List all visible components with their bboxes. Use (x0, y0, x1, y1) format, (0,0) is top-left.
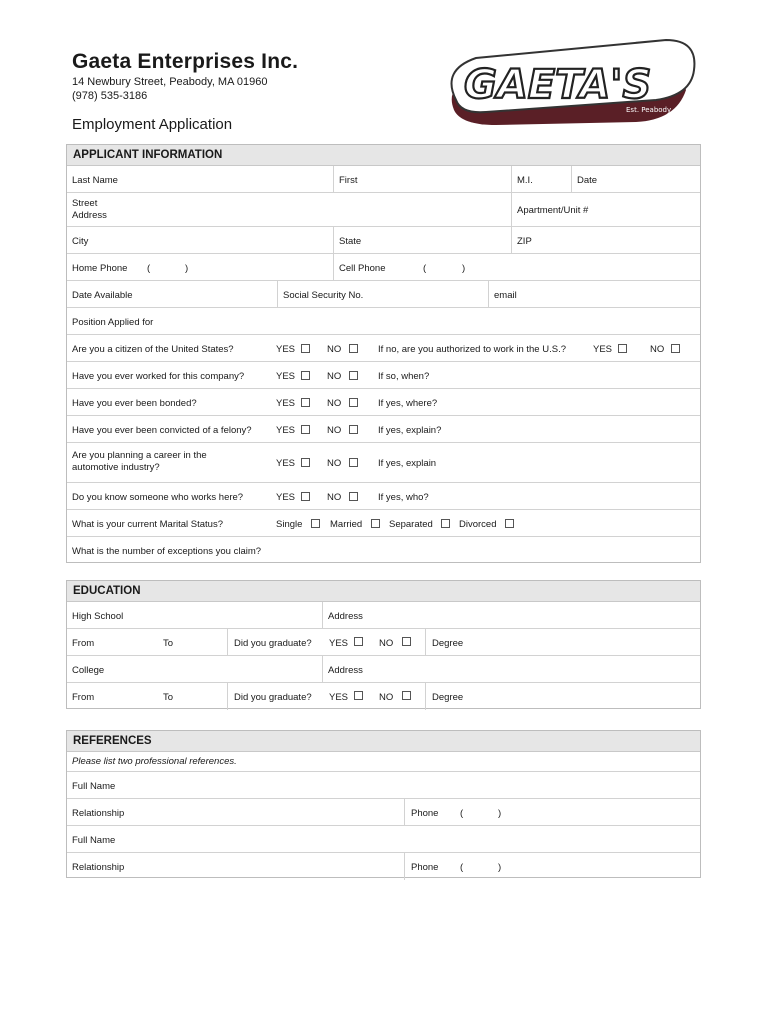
citizen-row (67, 335, 700, 362)
single-checkbox[interactable] (311, 519, 320, 528)
reference-1-relationship-field[interactable]: Relationship (72, 808, 125, 819)
worked-yes-label: YES (276, 371, 296, 382)
married-checkbox[interactable] (371, 519, 380, 528)
college-degree-field[interactable] (425, 683, 700, 710)
reference-1-phone-label: Phone (411, 808, 439, 819)
first-name-field[interactable] (333, 166, 511, 192)
cell-phone-paren-open: ( (423, 263, 427, 274)
high-school-to-field[interactable]: To (163, 638, 174, 649)
knows-yes-checkbox[interactable] (301, 492, 310, 501)
divorced-label: Divorced (459, 519, 497, 530)
education-section (66, 580, 701, 709)
city-field[interactable]: City (72, 236, 89, 247)
career-follow-up[interactable]: If yes, explain (378, 458, 437, 469)
citizen-yes-checkbox[interactable] (301, 344, 310, 353)
reference-1-paren-open: ( (460, 808, 464, 819)
career-question (72, 450, 207, 474)
home-phone-paren-open: ( (147, 263, 151, 274)
apartment-label: Apartment/Unit # (517, 205, 589, 216)
college-address-field[interactable] (322, 656, 700, 682)
reference-2-name-row (67, 826, 700, 853)
company-phone: (978) 535-3186 (72, 90, 148, 102)
high-school-degree-label: Degree (432, 638, 464, 649)
divorced-checkbox[interactable] (505, 519, 514, 528)
email-label: email (494, 290, 517, 301)
knows-yes-label: YES (276, 492, 296, 503)
reference-1-relationship-row (67, 799, 700, 826)
reference-2-relationship-field[interactable]: Relationship (72, 862, 125, 873)
worked-no-label: NO (327, 371, 342, 382)
college-graduate-label: Did you graduate? (234, 692, 312, 703)
felony-yes-checkbox[interactable] (301, 425, 310, 434)
felony-follow-up[interactable]: If yes, explain? (378, 425, 442, 436)
citizen-no-label: NO (327, 344, 342, 355)
reference-1-paren-close: ) (498, 808, 502, 819)
knows-no-checkbox[interactable] (349, 492, 358, 501)
ssn-label: Social Security No. (283, 290, 364, 301)
reference-1-name-row (67, 772, 700, 799)
college-no-label: NO (379, 692, 394, 703)
logo-subtext: Est. Peabody (626, 106, 672, 114)
reference-1-phone-field[interactable] (404, 799, 700, 825)
first-name-label: First (339, 175, 358, 186)
reference-1-full-name-field[interactable]: Full Name (72, 781, 116, 792)
college-graduate-cell (227, 683, 322, 710)
education-section-title: EDUCATION (67, 581, 700, 602)
address-label: Address (72, 210, 107, 221)
zip-field[interactable] (511, 227, 700, 253)
name-row (67, 166, 700, 193)
document-title: Employment Application (72, 116, 233, 133)
authorized-no-label: NO (650, 344, 665, 355)
references-section (66, 730, 701, 878)
bonded-yes-label: YES (276, 398, 296, 409)
street-label: Street (72, 198, 98, 209)
separated-label: Separated (389, 519, 433, 530)
career-question-line2: automotive industry? (72, 462, 160, 473)
bonded-question: Have you ever been bonded? (72, 398, 197, 409)
references-note: Please list two professional references. (72, 756, 237, 767)
marital-question: What is your current Marital Status? (72, 519, 223, 530)
high-school-degree-field[interactable] (425, 629, 700, 655)
bonded-yes-checkbox[interactable] (301, 398, 310, 407)
college-from-field[interactable]: From (72, 692, 95, 703)
city-row (67, 227, 700, 254)
authorized-yes-label: YES (593, 344, 613, 355)
college-to-field[interactable]: To (163, 692, 174, 703)
high-school-yes-checkbox[interactable] (354, 637, 363, 646)
high-school-field[interactable]: High School (72, 611, 124, 622)
single-label: Single (276, 519, 303, 530)
bonded-row (67, 389, 700, 416)
career-question-line1: Are you planning a career in the (72, 450, 207, 461)
college-yes-label: YES (329, 692, 349, 703)
college-degree-label: Degree (432, 692, 464, 703)
college-no-checkbox[interactable] (402, 691, 411, 700)
authorized-question: If no, are you authorized to work in the U.S.? (378, 344, 566, 355)
reference-2-paren-close: ) (498, 862, 502, 873)
citizen-no-checkbox[interactable] (349, 344, 358, 353)
knows-follow-up[interactable]: If yes, who? (378, 492, 429, 503)
high-school-no-checkbox[interactable] (402, 637, 411, 646)
logo-wordmark: GAETA'S (464, 62, 652, 108)
high-school-dates-row (67, 629, 700, 656)
reference-2-phone-field[interactable] (404, 853, 700, 880)
high-school-graduate-cell (227, 629, 322, 655)
college-field[interactable]: College (72, 665, 105, 676)
high-school-no-label: NO (379, 638, 394, 649)
position-field[interactable]: Position Applied for (72, 317, 154, 328)
career-no-label: NO (327, 458, 342, 469)
availability-row (67, 281, 700, 308)
cell-phone-paren-close: ) (462, 263, 466, 274)
worked-follow-up[interactable]: If so, when? (378, 371, 430, 382)
bonded-no-checkbox[interactable] (349, 398, 358, 407)
state-field[interactable] (333, 227, 511, 253)
phone-row (67, 254, 700, 281)
exceptions-question[interactable]: What is the number of exceptions you claim? (72, 546, 262, 557)
home-phone-field[interactable]: Home Phone (72, 263, 128, 274)
bonded-follow-up[interactable]: If yes, where? (378, 398, 438, 409)
college-row (67, 656, 700, 683)
mi-label: M.I. (517, 175, 533, 186)
apartment-field[interactable] (511, 193, 700, 226)
date-available-field[interactable]: Date Available (72, 290, 133, 301)
high-school-yes-label: YES (329, 638, 349, 649)
zip-label: ZIP (517, 236, 532, 247)
high-school-address-label: Address (328, 611, 363, 622)
cell-phone-label: Cell Phone (339, 263, 386, 274)
reference-2-paren-open: ( (460, 862, 464, 873)
references-section-title: REFERENCES (67, 731, 700, 752)
reference-2-phone-label: Phone (411, 862, 439, 873)
applicant-section-title: APPLICANT INFORMATION (67, 145, 700, 166)
knows-no-label: NO (327, 492, 342, 503)
authorized-no-checkbox[interactable] (671, 344, 680, 353)
knows-row (67, 483, 700, 510)
career-no-checkbox[interactable] (349, 458, 358, 467)
street-address-field[interactable] (72, 198, 107, 222)
references-note-row (67, 752, 700, 772)
felony-no-checkbox[interactable] (349, 425, 358, 434)
company-address: 14 Newbury Street, Peabody, MA 01960 (72, 76, 268, 88)
high-school-from-field[interactable]: From (72, 638, 95, 649)
ssn-field[interactable] (277, 281, 488, 307)
mi-field[interactable] (511, 166, 571, 192)
high-school-row (67, 602, 700, 629)
cell-phone-field[interactable] (333, 254, 700, 280)
company-name: Gaeta Enterprises Inc. (72, 50, 299, 73)
felony-yes-label: YES (276, 425, 296, 436)
worked-question: Have you ever worked for this company? (72, 371, 245, 382)
felony-row (67, 416, 700, 443)
reference-2-full-name-field[interactable]: Full Name (72, 835, 116, 846)
exceptions-row (67, 537, 700, 564)
high-school-address-field[interactable] (322, 602, 700, 628)
high-school-graduate-label: Did you graduate? (234, 638, 312, 649)
home-phone-paren-close: ) (185, 263, 189, 274)
position-row (67, 308, 700, 335)
worked-row (67, 362, 700, 389)
company-address-block (72, 75, 267, 103)
bonded-no-label: NO (327, 398, 342, 409)
separated-checkbox[interactable] (441, 519, 450, 528)
state-label: State (339, 236, 362, 247)
worked-no-checkbox[interactable] (349, 371, 358, 380)
career-yes-checkbox[interactable] (301, 458, 310, 467)
knows-question: Do you know someone who works here? (72, 492, 244, 503)
applicant-information-section (66, 144, 701, 563)
married-label: Married (330, 519, 363, 530)
date-field[interactable] (571, 166, 700, 192)
date-label: Date (577, 175, 598, 186)
marital-row (67, 510, 700, 537)
felony-no-label: NO (327, 425, 342, 436)
career-yes-label: YES (276, 458, 296, 469)
felony-question: Have you ever been convicted of a felony? (72, 425, 252, 436)
college-yes-checkbox[interactable] (354, 691, 363, 700)
email-field[interactable] (488, 281, 700, 307)
last-name-field[interactable]: Last Name (72, 175, 118, 186)
college-address-label: Address (328, 665, 363, 676)
gaetas-logo (436, 30, 701, 130)
reference-2-relationship-row (67, 853, 700, 880)
authorized-yes-checkbox[interactable] (618, 344, 627, 353)
citizen-question: Are you a citizen of the United States? (72, 344, 234, 355)
college-dates-row (67, 683, 700, 710)
career-row (67, 443, 700, 483)
worked-yes-checkbox[interactable] (301, 371, 310, 380)
citizen-yes-label: YES (276, 344, 296, 355)
street-address-row (67, 193, 700, 227)
